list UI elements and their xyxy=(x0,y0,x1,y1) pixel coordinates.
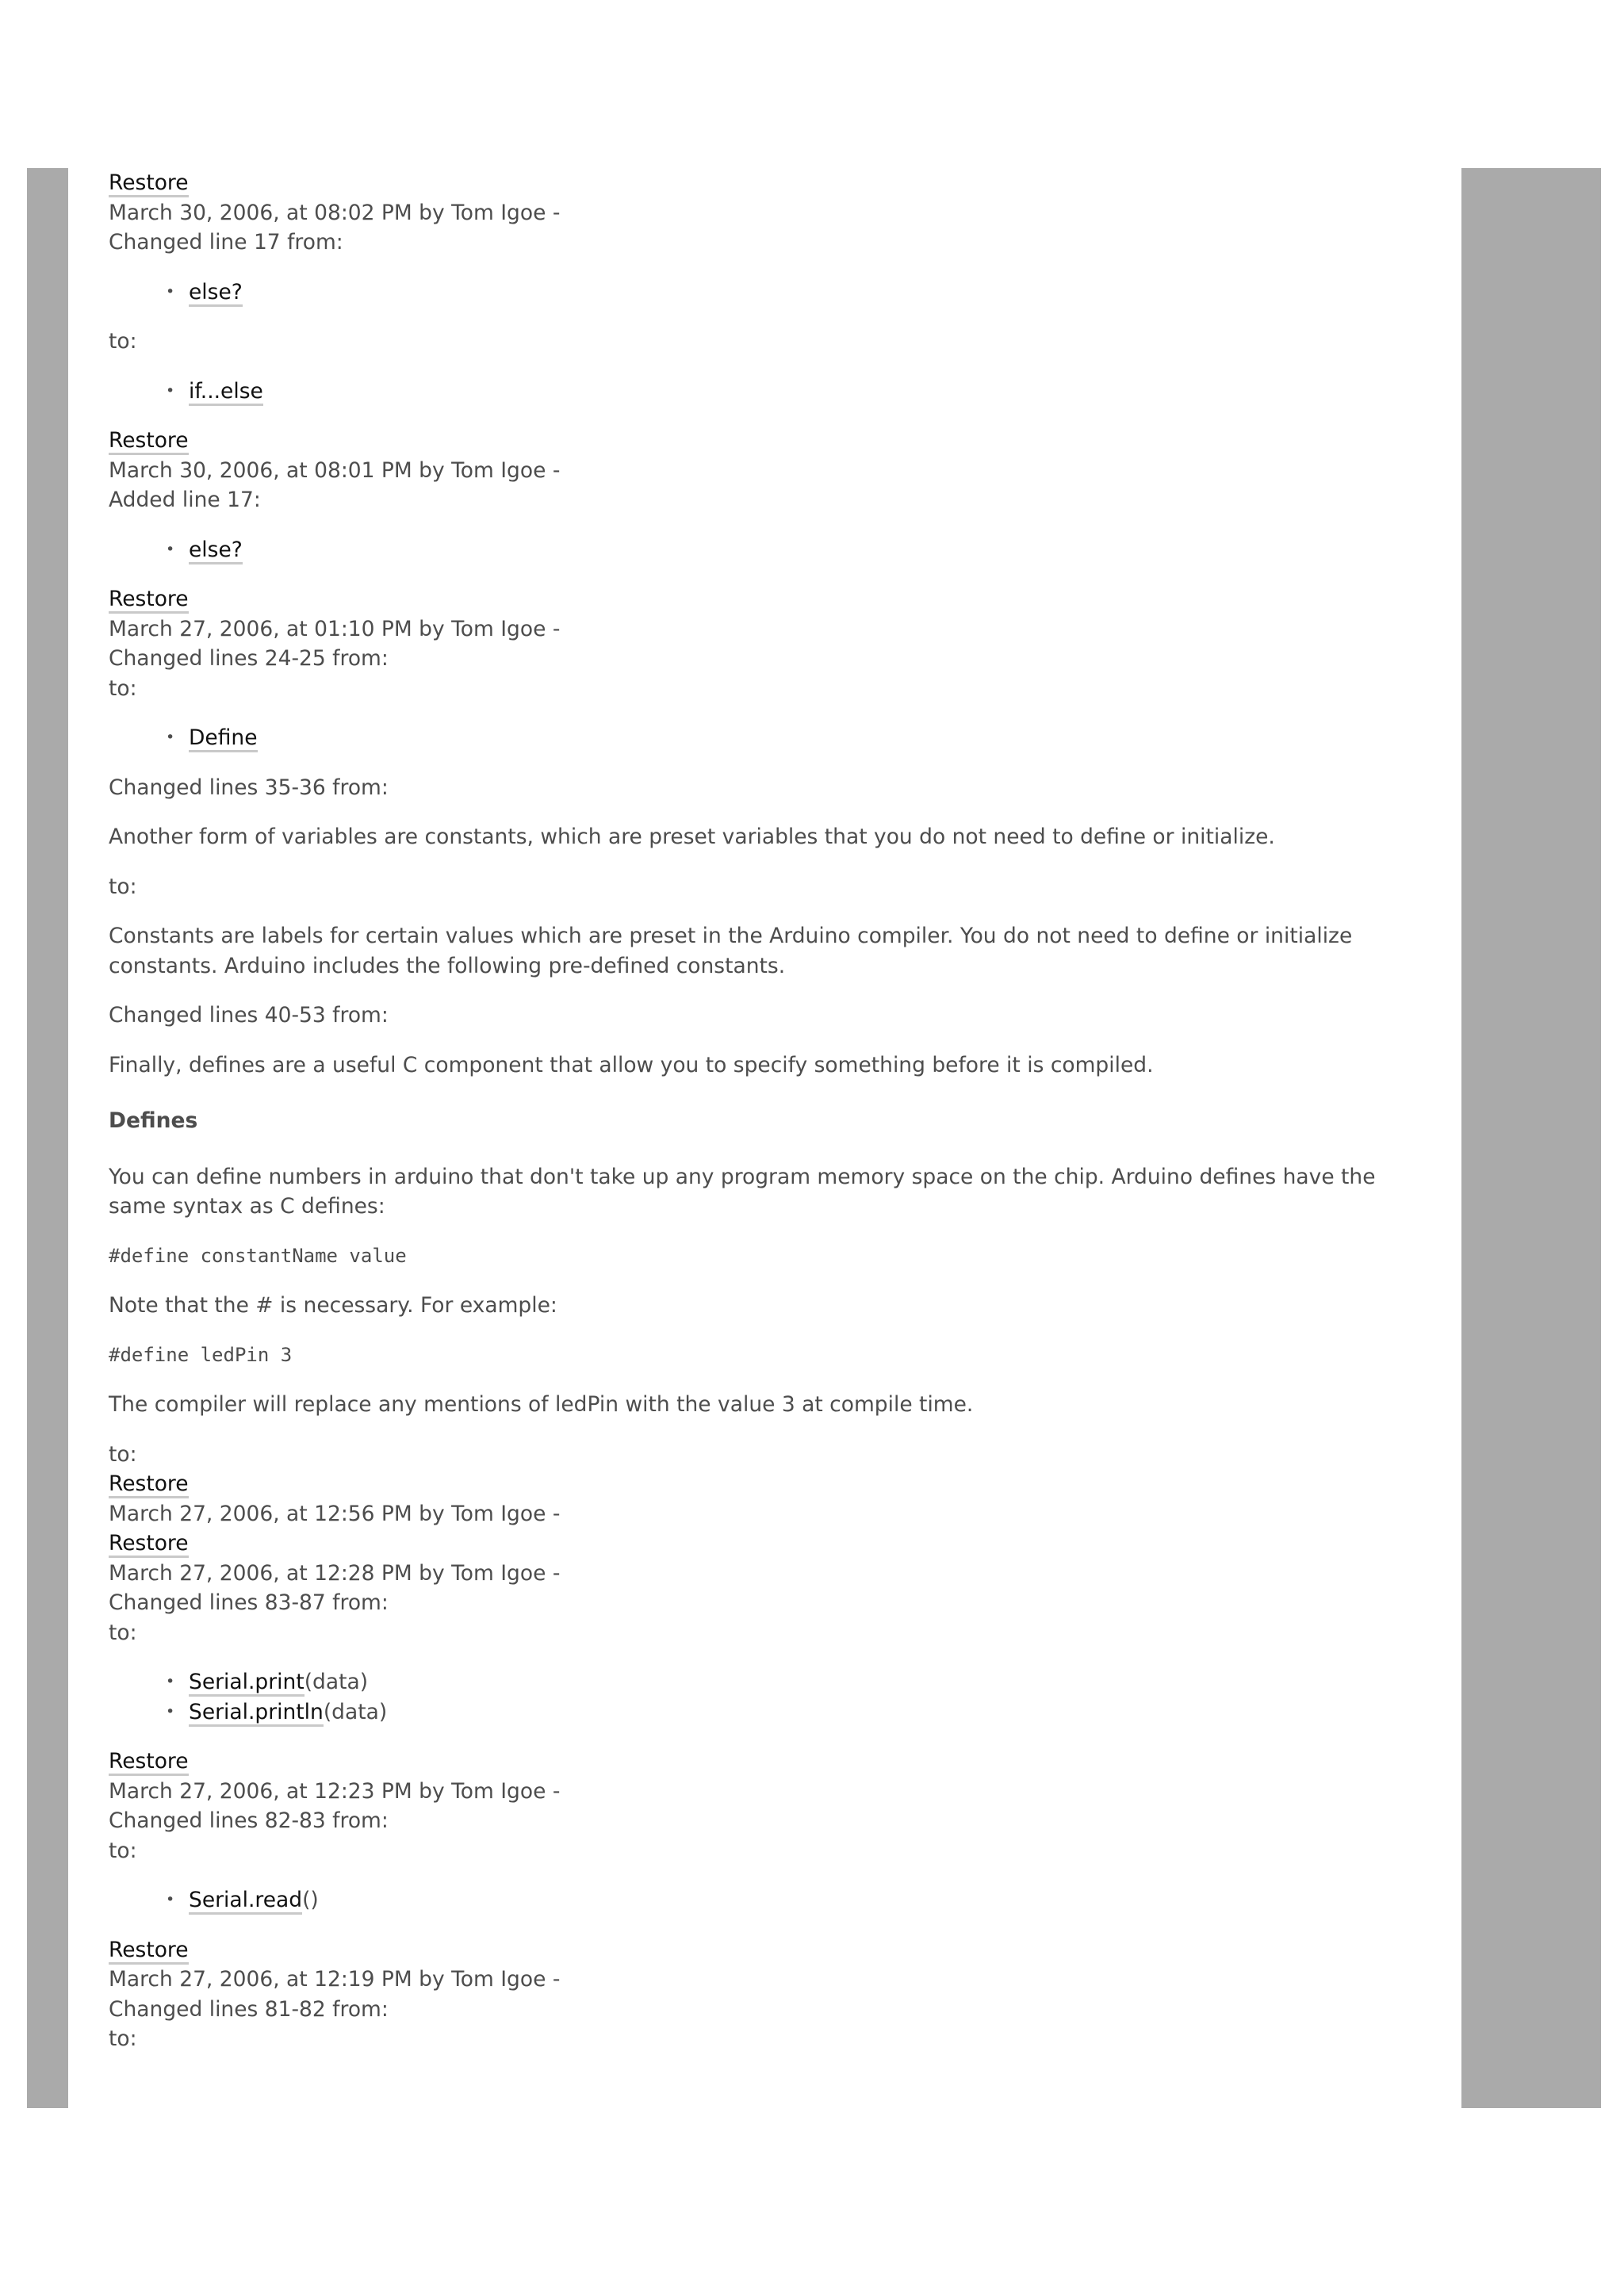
to-label: to: xyxy=(109,874,137,899)
history-entry xyxy=(109,1469,1377,1529)
entry-timestamp: March 27, 2006, at 12:28 PM by Tom Igoe - xyxy=(109,1560,561,1586)
list-item xyxy=(166,1885,1377,1915)
entry-timestamp: March 30, 2006, at 08:01 PM by Tom Igoe - xyxy=(109,457,561,483)
entry-timestamp: March 27, 2006, at 01:10 PM by Tom Igoe - xyxy=(109,616,561,641)
change-description: Added line 17: xyxy=(109,488,261,512)
to-label: to: xyxy=(109,2026,137,2051)
bullet-icon: • xyxy=(166,1673,175,1690)
restore-link[interactable]: Restore xyxy=(109,170,189,197)
right-sidebar-bar xyxy=(1461,168,1601,2108)
entry-timestamp: March 30, 2006, at 08:02 PM by Tom Igoe - xyxy=(109,200,561,225)
to-list xyxy=(109,1667,1377,1727)
history-entry xyxy=(109,1529,1377,1727)
list-item xyxy=(166,723,1377,753)
restore-link[interactable]: Restore xyxy=(109,587,189,614)
bullet-icon: • xyxy=(166,282,175,300)
history-entry xyxy=(109,584,1377,1469)
from-list xyxy=(109,277,1377,308)
change-description: Changed lines 24-25 from: xyxy=(109,646,389,671)
to-label: to: xyxy=(109,1441,137,1467)
item-link[interactable]: else? xyxy=(189,538,243,564)
change-description: Changed lines 40-53 from: xyxy=(109,1003,389,1027)
item-link[interactable]: Define xyxy=(189,725,258,752)
list-item xyxy=(166,1667,1377,1697)
added-list xyxy=(109,535,1377,565)
from-text: You can define numbers in arduino that don't take up any program memory space on the chip. Arduino defines have the same syntax as C defines: xyxy=(109,1164,1376,1219)
restore-link[interactable]: Restore xyxy=(109,1471,189,1498)
entry-timestamp: March 27, 2006, at 12:56 PM by Tom Igoe - xyxy=(109,1501,561,1526)
list-item xyxy=(166,1697,1377,1728)
bullet-icon: • xyxy=(166,540,175,558)
page-history-content xyxy=(109,168,1377,2054)
list-item xyxy=(166,277,1377,308)
to-list xyxy=(109,377,1377,407)
change-description: Changed lines 81-82 from: xyxy=(109,1996,389,2022)
to-label: to: xyxy=(109,329,137,354)
to-label: to: xyxy=(109,675,137,701)
from-text: Finally, defines are a useful C component that allow you to specify something before it is compiled. xyxy=(109,1052,1154,1077)
from-text: Another form of variables are constants, which are preset variables that you do not need to define or initialize. xyxy=(109,825,1275,849)
entry-timestamp: March 27, 2006, at 12:19 PM by Tom Igoe - xyxy=(109,1967,561,1992)
from-text: The compiler will replace any mentions of ledPin with the value 3 at compile time. xyxy=(109,1392,974,1417)
item-suffix: () xyxy=(302,1888,319,1912)
change-description: Changed lines 35-36 from: xyxy=(109,775,389,800)
change-description: Changed lines 83-87 from: xyxy=(109,1590,389,1615)
history-entry xyxy=(109,426,1377,564)
item-link[interactable]: else? xyxy=(189,280,243,307)
item-link[interactable]: Serial.print xyxy=(189,1670,304,1697)
to-label: to: xyxy=(109,1838,137,1863)
item-link[interactable]: if...else xyxy=(189,379,263,406)
to-list xyxy=(109,723,1377,753)
to-label: to: xyxy=(109,1620,137,1645)
change-description: Changed lines 82-83 from: xyxy=(109,1808,389,1833)
bullet-icon: • xyxy=(166,1891,175,1908)
bullet-icon: • xyxy=(166,1702,175,1720)
item-link[interactable]: Serial.read xyxy=(189,1888,302,1915)
entry-timestamp: March 27, 2006, at 12:23 PM by Tom Igoe - xyxy=(109,1778,561,1804)
restore-link[interactable]: Restore xyxy=(109,1749,189,1776)
section-heading: Defines xyxy=(109,1108,198,1133)
from-text: Note that the # is necessary. For example: xyxy=(109,1293,557,1318)
item-suffix: (data) xyxy=(304,1670,369,1694)
item-link[interactable]: Serial.println xyxy=(189,1700,324,1727)
to-text: Constants are labels for certain values which are preset in the Arduino compiler. You do not need to define or initialize constants. Arduino includes the following pre-defined constants. xyxy=(109,924,1353,978)
restore-link[interactable]: Restore xyxy=(109,1531,189,1558)
history-entry xyxy=(109,1747,1377,1915)
bullet-icon: • xyxy=(166,729,175,746)
list-item xyxy=(166,377,1377,407)
code-sample: #define ledPin 3 xyxy=(109,1343,293,1366)
item-suffix: (data) xyxy=(323,1699,388,1724)
restore-link[interactable]: Restore xyxy=(109,428,189,455)
code-sample: #define constantName value xyxy=(109,1244,407,1267)
to-list xyxy=(109,1885,1377,1915)
history-entry xyxy=(109,1935,1377,2054)
list-item xyxy=(166,535,1377,565)
change-description: Changed line 17 from: xyxy=(109,230,343,254)
history-entry xyxy=(109,168,1377,406)
bullet-icon: • xyxy=(166,381,175,400)
restore-link[interactable]: Restore xyxy=(109,1938,189,1965)
left-sidebar-bar xyxy=(27,168,68,2108)
